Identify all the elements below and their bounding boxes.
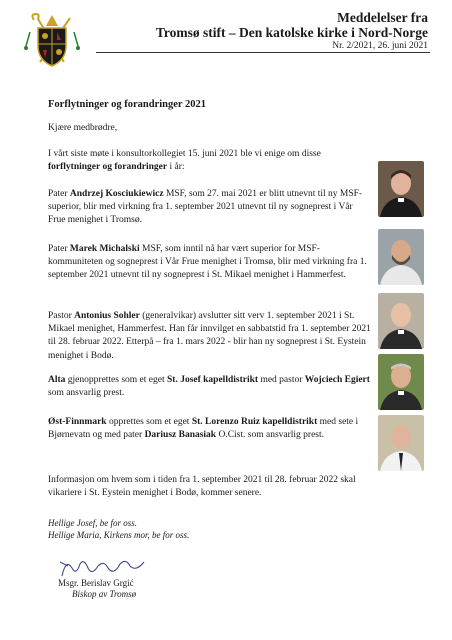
page-title: Forflytninger og forandringer 2021 — [48, 99, 206, 110]
portrait-photo — [378, 415, 424, 471]
item-text: O.Cist. som ansvarlig prest. — [216, 430, 325, 441]
portrait-photo — [378, 293, 424, 349]
signatory-role: Biskop av Tromsø — [72, 589, 137, 599]
priest-name: Andrzej Kosciukiewicz — [69, 189, 164, 199]
item-paragraph-3 — [48, 310, 372, 363]
finnmark-paragraph — [48, 416, 372, 442]
prayer-line: Hellige Maria, Kirkens mor, be for oss. — [48, 530, 190, 540]
priest-name: Antonius Sohler — [74, 311, 140, 321]
issue-number: Nr. 2/2021, 26. juni 2021 — [332, 41, 428, 51]
district-name: St. Josef kapelldistrikt — [167, 375, 259, 385]
item-text: MSF, som inntil nå har vært superior for MSF-kommuniteten og sogneprest i Vår Frue menighet i Tromsø, blir med virkning fra 1. september 2021 utnevnt til ny sogneprest i St. Mikael menighet i Hammerfest. — [48, 244, 367, 281]
portrait-photo — [378, 161, 424, 217]
intro-text: I vårt siste møte i konsultorkollegiet 15. juni 2021 ble vi enige om disse — [48, 149, 321, 159]
item-text: Pastor — [48, 311, 75, 321]
item-text: gjenopprettes som et eget — [65, 375, 167, 385]
item-paragraph-2 — [48, 243, 372, 283]
item-text: med pastor — [258, 375, 305, 385]
place-name: Alta — [48, 375, 66, 385]
closing-prayers — [48, 517, 189, 541]
signatory-name: Msgr. Berislav Grgić — [58, 578, 134, 588]
newsletter-header — [156, 10, 428, 52]
item-text: Pater — [48, 244, 70, 254]
priest-name: Dariusz Banasiak — [144, 430, 217, 441]
alta-paragraph — [48, 374, 372, 400]
item-text: med sete i Bjørnevatn og med pater — [48, 417, 359, 441]
priest-name: Wojciech Egiert — [304, 375, 370, 385]
intro-text-end: i år: — [167, 162, 185, 173]
header-line1: Meddelelser fra — [337, 10, 428, 25]
diocese-coat-of-arms-icon — [24, 12, 80, 72]
district-name: St. Lorenzo Ruiz kapelldistrikt — [191, 417, 318, 427]
item-text: Pater — [48, 189, 70, 199]
signature-block — [58, 578, 136, 600]
info-paragraph: Informasjon om hvem som i tiden fra 1. september 2021 til 28. februar 2022 skal vikariere i St. Eystein menighet i Bodø, kommer senere. — [48, 475, 356, 499]
item-text: MSF, som 27. mai 2021 er blitt utnevnt til ny MSF-superior, blir med virkning fra 1. september 2021 utnevnt til ny sogneprest i Vår Frue menighet i Tromsø. — [48, 189, 363, 226]
portrait-photo — [378, 229, 424, 285]
priest-name: Marek Michalski — [69, 244, 140, 254]
item-text: som ansvarlig prest. — [48, 388, 125, 399]
intro-paragraph — [48, 148, 372, 174]
greeting: Kjære medbrødre, — [48, 123, 118, 133]
place-name: Øst-Finnmark — [48, 417, 107, 427]
item-paragraph-1 — [48, 188, 372, 228]
intro-bold: forflytninger og forandringer — [48, 162, 168, 173]
item-text: opprettes som et eget — [106, 417, 192, 427]
portrait-photo — [378, 354, 424, 410]
header-line2: Tromsø stift – Den katolske kirke i Nord-Norge — [155, 25, 428, 40]
header-rule — [96, 52, 430, 53]
item-text: (generalvikar) avslutter sitt verv 1. september 2021 i St. Mikael menighet, Hammerfest. Han får innvilget en sabbatstid fra 1. september 2021 til 28. februar 2022. Etterpå – fra 1. mars 2022 - blir han ny sogneprest i St. Eystein menighet i Bodø. — [48, 311, 371, 361]
prayer-line: Hellige Josef, be for oss. — [48, 518, 137, 528]
